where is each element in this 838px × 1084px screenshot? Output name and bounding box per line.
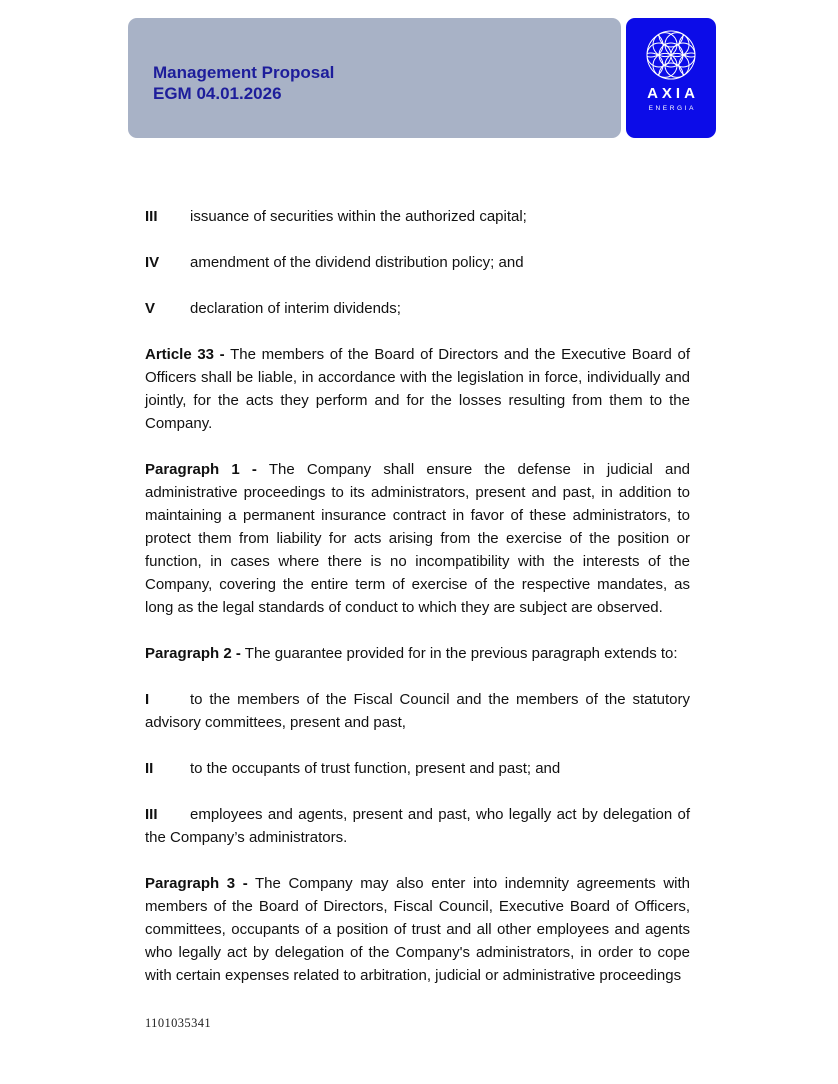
list-item-iii-top — [145, 205, 690, 228]
geodesic-sphere-icon — [643, 27, 699, 83]
paragraph-label: Paragraph 2 - — [145, 645, 241, 662]
list-item-text: to the occupants of trust function, present and past; and — [190, 760, 561, 777]
list-item-ii-bottom — [145, 757, 690, 780]
list-item-text: issuance of securities within the authorized capital; — [190, 208, 527, 225]
paragraph-2 — [145, 642, 690, 665]
axia-brand-text: AXIA — [647, 85, 699, 102]
paragraph-text: The guarantee provided for in the previous paragraph extends to: — [244, 645, 678, 662]
list-item-number: V — [145, 300, 156, 317]
list-item-text: amendment of the dividend distribution policy; and — [190, 254, 524, 271]
paragraph-label: Article 33 - — [145, 346, 225, 363]
page-title-line1: Management Proposal — [153, 63, 335, 82]
list-item-text: to the members of the Fiscal Council and the members of the statutory advisory committees, present and past, — [145, 691, 690, 731]
document-body — [145, 205, 690, 1010]
list-item-number: III — [145, 208, 158, 225]
list-item-number: IV — [145, 254, 160, 271]
document-number: 1101035341 — [145, 1016, 212, 1030]
paragraph-3 — [145, 872, 690, 987]
page-title-line2: EGM 04.01.2026 — [153, 84, 282, 103]
list-item-iv — [145, 251, 690, 274]
list-item-text: employees and agents, present and past, who legally act by delegation of the Company’s administrators. — [145, 806, 690, 846]
list-item-number: III — [145, 806, 158, 823]
list-item-number: II — [145, 760, 154, 777]
paragraph-text: The members of the Board of Directors and the Executive Board of Officers shall be liable, in accordance with the legislation in force, individually and jointly, for the acts they perform and for the losses resulting from them to the Company. — [145, 346, 690, 432]
page-title — [153, 62, 621, 104]
list-item-i-bottom — [145, 688, 690, 734]
article-33-paragraph — [145, 343, 690, 435]
list-item-number: I — [145, 691, 150, 708]
list-item-v — [145, 297, 690, 320]
paragraph-label: Paragraph 1 - — [145, 461, 257, 478]
document-header — [128, 18, 716, 138]
axia-brand-subtext: ENERGIA — [648, 105, 697, 112]
paragraph-text: The Company shall ensure the defense in judicial and administrative proceedings to its administrators, present and past, in addition to maintaining a permanent insurance contract in favor of these administrators, to protect them from liability for acts arising from the exercise of the position or function, in cases where there is no incompatibility with the interests of the Company, covering the entire term of exercise of the respective mandates, as long as the legal standards of conduct to which they are subject are observed. — [145, 461, 691, 616]
paragraph-1 — [145, 458, 690, 619]
list-item-iii-bottom — [145, 803, 690, 849]
header-banner — [128, 18, 621, 138]
axia-logo-box — [626, 18, 716, 138]
paragraph-text: The Company may also enter into indemnity agreements with members of the Board of Directors, Fiscal Council, Executive Board of Officers, committees, occupants of a position of trust and all other employees and agents who legally act by delegation of the Company's administrators, in order to cope with certain expenses related to arbitration, judicial or administrative proceedings — [145, 875, 690, 984]
list-item-text: declaration of interim dividends; — [190, 300, 401, 317]
paragraph-label: Paragraph 3 - — [145, 875, 248, 892]
